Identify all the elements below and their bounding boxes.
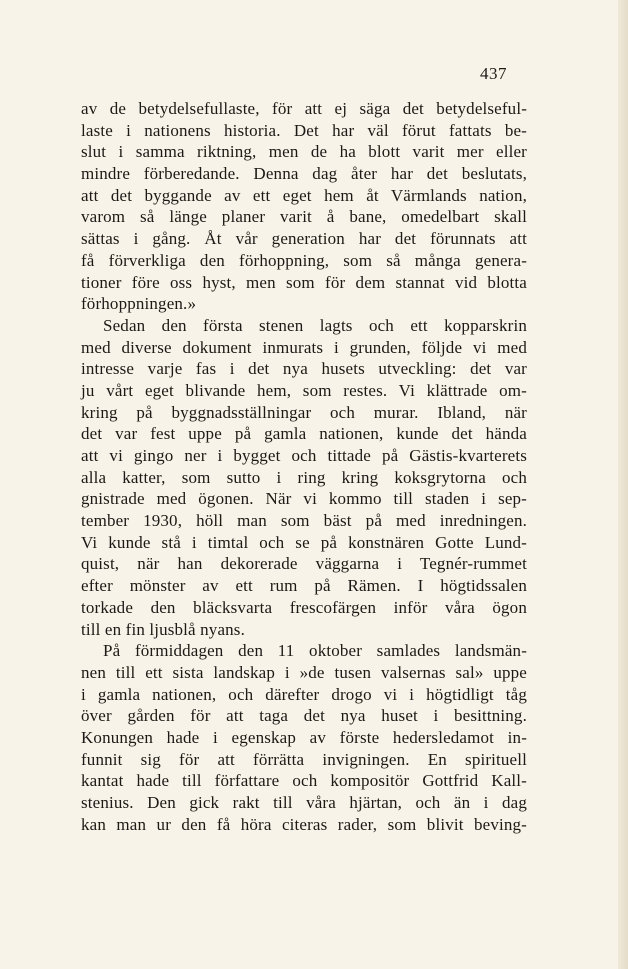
page-number: 437 bbox=[480, 64, 507, 83]
text-line: alla katter, som sutto i ring kring koksgrytorna och bbox=[81, 467, 527, 487]
text-line: kan man ur den få höra citeras rader, som blivit beving- bbox=[81, 814, 527, 834]
text-line: till en fin ljusblå nyans. bbox=[81, 619, 245, 639]
text-line: att det byggande av ett eget hem åt Värmlands nation, bbox=[81, 185, 527, 205]
text-line: Sedan den första stenen lagts och ett kopparskrin bbox=[103, 315, 527, 335]
text-line: torkade den bläcksvarta frescofärgen inför våra ögon bbox=[81, 597, 527, 617]
text-line: mindre förberedande. Denna dag åter har det beslutats, bbox=[81, 164, 527, 184]
text-line: sättas i gång. Åt vår generation har det förunnats att bbox=[81, 229, 527, 249]
text-line: att vi gingo ner i bygget och tittade på Gästis-kvarterets bbox=[81, 446, 527, 465]
text-line: det var fest uppe på gamla nationen, kunde det hända bbox=[81, 424, 527, 444]
text-line: nen till ett sista landskap i »de tusen valsernas sal» uppe bbox=[81, 662, 527, 682]
text-line: med diverse dokument inmurats i grunden, följde vi med bbox=[81, 337, 527, 357]
text-line: kring på byggnadsställningar och murar. Ibland, när bbox=[81, 402, 527, 422]
text-line: laste i nationens historia. Det har väl förut fattats be- bbox=[81, 120, 527, 140]
text-line: Konungen hade i egenskap av förste hedersledamot in- bbox=[81, 727, 527, 747]
text-line: tioner före oss hyst, men som för dem stannat vid blotta bbox=[81, 272, 527, 292]
text-line: stenius. Den gick rakt till våra hjärtan, och än i dag bbox=[81, 793, 527, 812]
text-line: gnistrade med ögonen. När vi kommo till staden i sep- bbox=[81, 489, 527, 509]
text-line: funnit sig för att förrätta invigningen. En spirituell bbox=[81, 749, 527, 769]
text-line: På förmiddagen den 11 oktober samlades landsmän- bbox=[103, 641, 527, 661]
text-line: över gården för att taga det nya huset i besittning. bbox=[81, 706, 527, 726]
text-line: Vi kunde stå i timtal och se på konstnären Gotte Lund- bbox=[81, 532, 527, 552]
text-line: intresse varje fas i det nya husets utveckling: det var bbox=[81, 359, 527, 379]
text-line: av de betydelsefullaste, för att ej säga det betydelseful- bbox=[81, 99, 527, 118]
text-line: varom så länge planer varit å bane, omedelbart skall bbox=[81, 207, 527, 227]
text-line: quist, när han dekorerade väggarna i Tegnér-rummet bbox=[81, 554, 527, 574]
page-edge bbox=[618, 0, 628, 969]
text-line: tember 1930, höll man som bäst på med inredningen. bbox=[81, 511, 527, 531]
text-line: kantat hade till författare och kompositör Gottfrid Kall- bbox=[81, 771, 527, 791]
text-line: efter mönster av ett rum på Rämen. I högtidssalen bbox=[81, 576, 527, 596]
text-line: ju vårt eget blivande hem, som restes. Vi klättrade om- bbox=[81, 380, 527, 400]
body-text bbox=[81, 98, 527, 835]
text-line: förhoppningen.» bbox=[81, 294, 197, 314]
text-line: få förverkliga den förhoppning, som så många genera- bbox=[81, 250, 527, 270]
text-line: i gamla nationen, och därefter drogo vi i högtidligt tåg bbox=[81, 684, 527, 704]
text-line: slut i samma riktning, men de ha blott varit mer eller bbox=[81, 142, 527, 162]
